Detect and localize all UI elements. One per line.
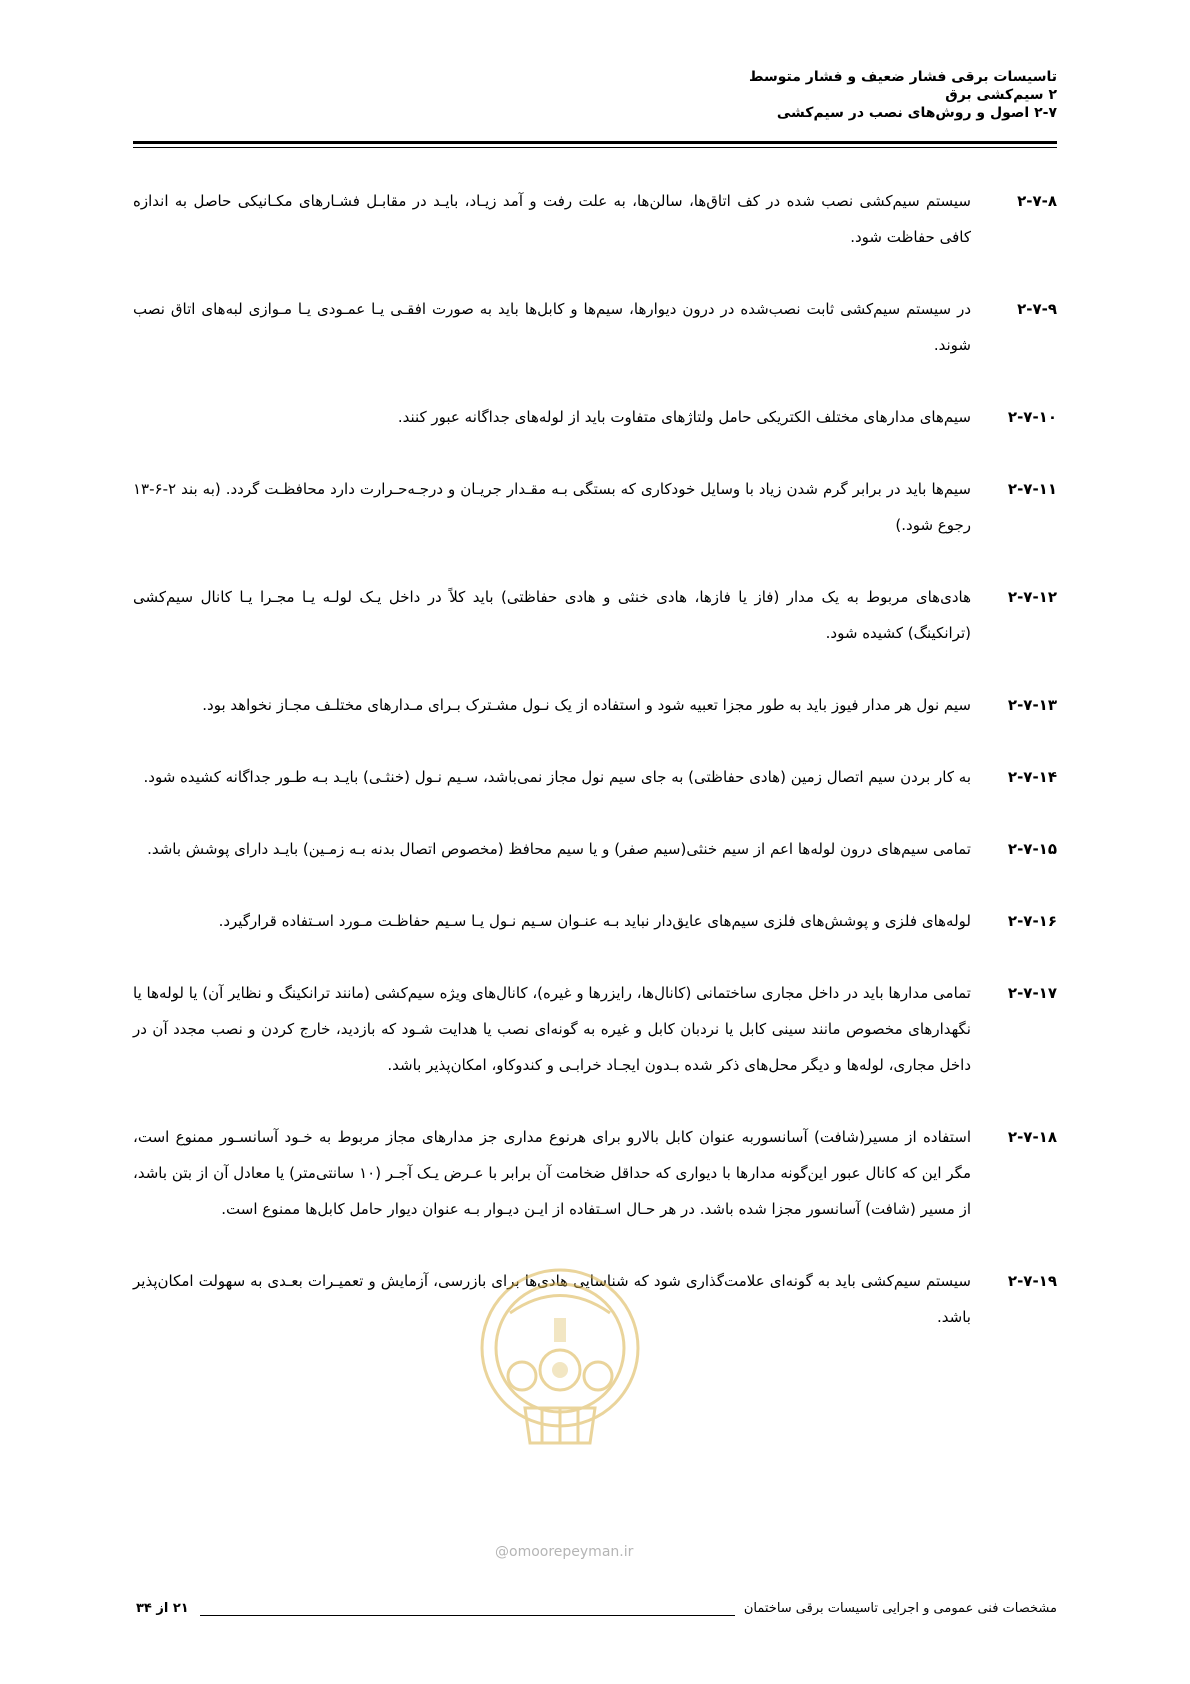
footer-divider xyxy=(200,1615,735,1616)
clause-text: هادی‌های مربوط به یک مدار (فاز یا فازها، هادی خنثی و هادی حفاظتی) باید کلاً در داخل یـک لولـه یـا مجـرا یـا کانال سیم‌کشی (ترانکینگ) کشیده شود. xyxy=(133,588,971,642)
clause-number: ۲-۷-۱۲ xyxy=(1007,588,1057,606)
clause-text: سیم‌های مدارهای مختلف الکتریکی حامل ولتاژهای متفاوت باید از لوله‌های جداگانه عبور کنند. xyxy=(397,408,971,426)
clause-2-7-9 xyxy=(133,291,1057,363)
clause-number: ۲-۷-۱۸ xyxy=(1007,1128,1057,1146)
footer-document-title: مشخصات فنی عمومی و اجرایی تاسیسات برقی ساختمان xyxy=(743,1601,1057,1616)
clause-text: سیستم سیم‌کشی نصب شده در کف اتاق‌ها، سالن‌ها، به علت رفت و آمد زیـاد، بایـد در مقابـل فشـارهای مکـانیکی حاصل به اندازه کافی حفاظت شود. xyxy=(133,192,971,246)
clause-text: لوله‌های فلزی و پوشش‌های فلزی سیم‌های عایق‌دار نباید بـه عنـوان سـیم نـول یـا سـیم حفاظـت مـورد اسـتفاده قرارگیرد. xyxy=(218,912,971,930)
watermark-seal-icon xyxy=(470,1258,650,1458)
clause-text: سیم نول هر مدار فیوز باید به طور مجزا تعبیه شود و استفاده از یک نـول مشـترک بـرای مـدارهای مختلـف مجـاز نخواهد بود. xyxy=(202,696,971,714)
clause-text: تمامی مدارها باید در داخل مجاری ساختمانی (کانال‌ها، رایزرها و غیره)، کانال‌های ویژه سیم‌کشی (مانند ترانکینگ و نظایر آن) یا لوله‌ها یا نگهدارهای مخصوص مانند سینی کابل یا نردبان کابل و غیره به گونه‌ای نصب یا هدایت شـود که بازدید، خارج کردن و نصب مجدد آن در داخل مجاری، لوله‌ها و دیگر محل‌های ذکر شده بـدون ایجـاد خرابـی و کندوکاو، امکان‌پذیر باشد. xyxy=(133,984,971,1074)
clause-2-7-11 xyxy=(133,471,1057,543)
clause-2-7-13 xyxy=(133,687,1057,723)
watermark-site-text: omoorepeyman.ir xyxy=(509,1544,634,1560)
clause-2-7-8 xyxy=(133,183,1057,255)
clause-2-7-14 xyxy=(133,759,1057,795)
clause-number: ۲-۷-۱۶ xyxy=(1007,912,1057,930)
clause-number: ۲-۷-۱۹ xyxy=(1007,1272,1057,1290)
clause-2-7-15 xyxy=(133,831,1057,867)
clause-number: ۲-۷-۸ xyxy=(1017,192,1057,210)
clause-text: سیستم سیم‌کشی باید به گونه‌ای علامت‌گذاری شود که شناسایی هادی‌ها برای بازرسی، آزمایش و تعمیـرات بعـدی به سهولت امکان‌پذیر باشد. xyxy=(133,1272,971,1326)
clause-text: سیم‌ها باید در برابر گرم شدن زیاد با وسایل خودکاری که بستگی بـه مقـدار جریـان و درجـه‌حـرارت دارد محافظـت گردد. (به بند ۲-۶-۱۳ رجوع شود.) xyxy=(133,480,971,534)
at-icon: @ xyxy=(495,1544,509,1560)
footer-page-number: ۲۱ از ۳۴ xyxy=(136,1601,189,1616)
clause-number: ۲-۷-۱۷ xyxy=(1007,984,1057,1002)
clause-number: ۲-۷-۹ xyxy=(1017,300,1057,318)
watermark-site-label xyxy=(495,1544,633,1560)
clause-text: تمامی سیم‌های درون لوله‌ها اعم از سیم خنثی(سیم صفر) و یا سیم محافظ (مخصوص اتصال بدنه بـه زمـین) بایـد دارای پوشش باشد. xyxy=(147,840,971,858)
running-header xyxy=(133,68,1057,122)
header-divider-thick xyxy=(133,141,1057,144)
clause-number: ۲-۷-۱۴ xyxy=(1007,768,1057,786)
clause-text: استفاده از مسیر(شافت) آسانسوربه عنوان کابل بالارو برای هرنوع مداری جز مدارهای مجاز مربوط به خـود آسانسـور ممنوع است، مگر این که کانال عبور این‌گونه مدارها با دیواری که حداقل ضخامت آن برابر با عـرض یـک آجـر (۱۰ سانتی‌متر) یا معادل آن از بتن باشد، از مسیر (شافت) آسانسور مجزا شده باشد. در هر حـال اسـتفاده از ایـن دیـوار بـه عنوان دیوار حامل کابل‌ها ممنوع است. xyxy=(133,1128,971,1218)
header-section-title: ۲-۷ اصول و روش‌های نصب در سیم‌کشی xyxy=(776,105,1057,121)
clause-list xyxy=(133,183,1057,1371)
clause-2-7-17 xyxy=(133,975,1057,1083)
clause-number: ۲-۷-۱۱ xyxy=(1007,480,1057,498)
clause-2-7-16 xyxy=(133,903,1057,939)
clause-number: ۲-۷-۱۰ xyxy=(1007,408,1057,426)
header-chapter-title: ۲ سیم‌کشی برق xyxy=(945,87,1057,103)
clause-2-7-18 xyxy=(133,1119,1057,1227)
clause-number: ۲-۷-۱۳ xyxy=(1007,696,1057,714)
clause-2-7-12 xyxy=(133,579,1057,651)
header-divider-thin xyxy=(133,147,1057,148)
clause-number: ۲-۷-۱۵ xyxy=(1007,840,1057,858)
clause-text: در سیستم سیم‌کشی ثابت نصب‌شده در درون دیوارها، سیم‌ها و کابل‌ها باید به صورت افقـی یـا عمـودی یـا مـوازی لبه‌های اتاق نصب شوند. xyxy=(133,300,971,354)
clause-text: به کار بردن سیم اتصال زمین (هادی حفاظتی) به جای سیم نول مجاز نمی‌باشد، سـیم نـول (خنثـی) بایـد بـه طـور جداگانه کشیده شود. xyxy=(143,768,971,786)
clause-2-7-10 xyxy=(133,399,1057,435)
header-book-title: تاسیسات برقی فشار ضعیف و فشار متوسط xyxy=(748,69,1057,85)
